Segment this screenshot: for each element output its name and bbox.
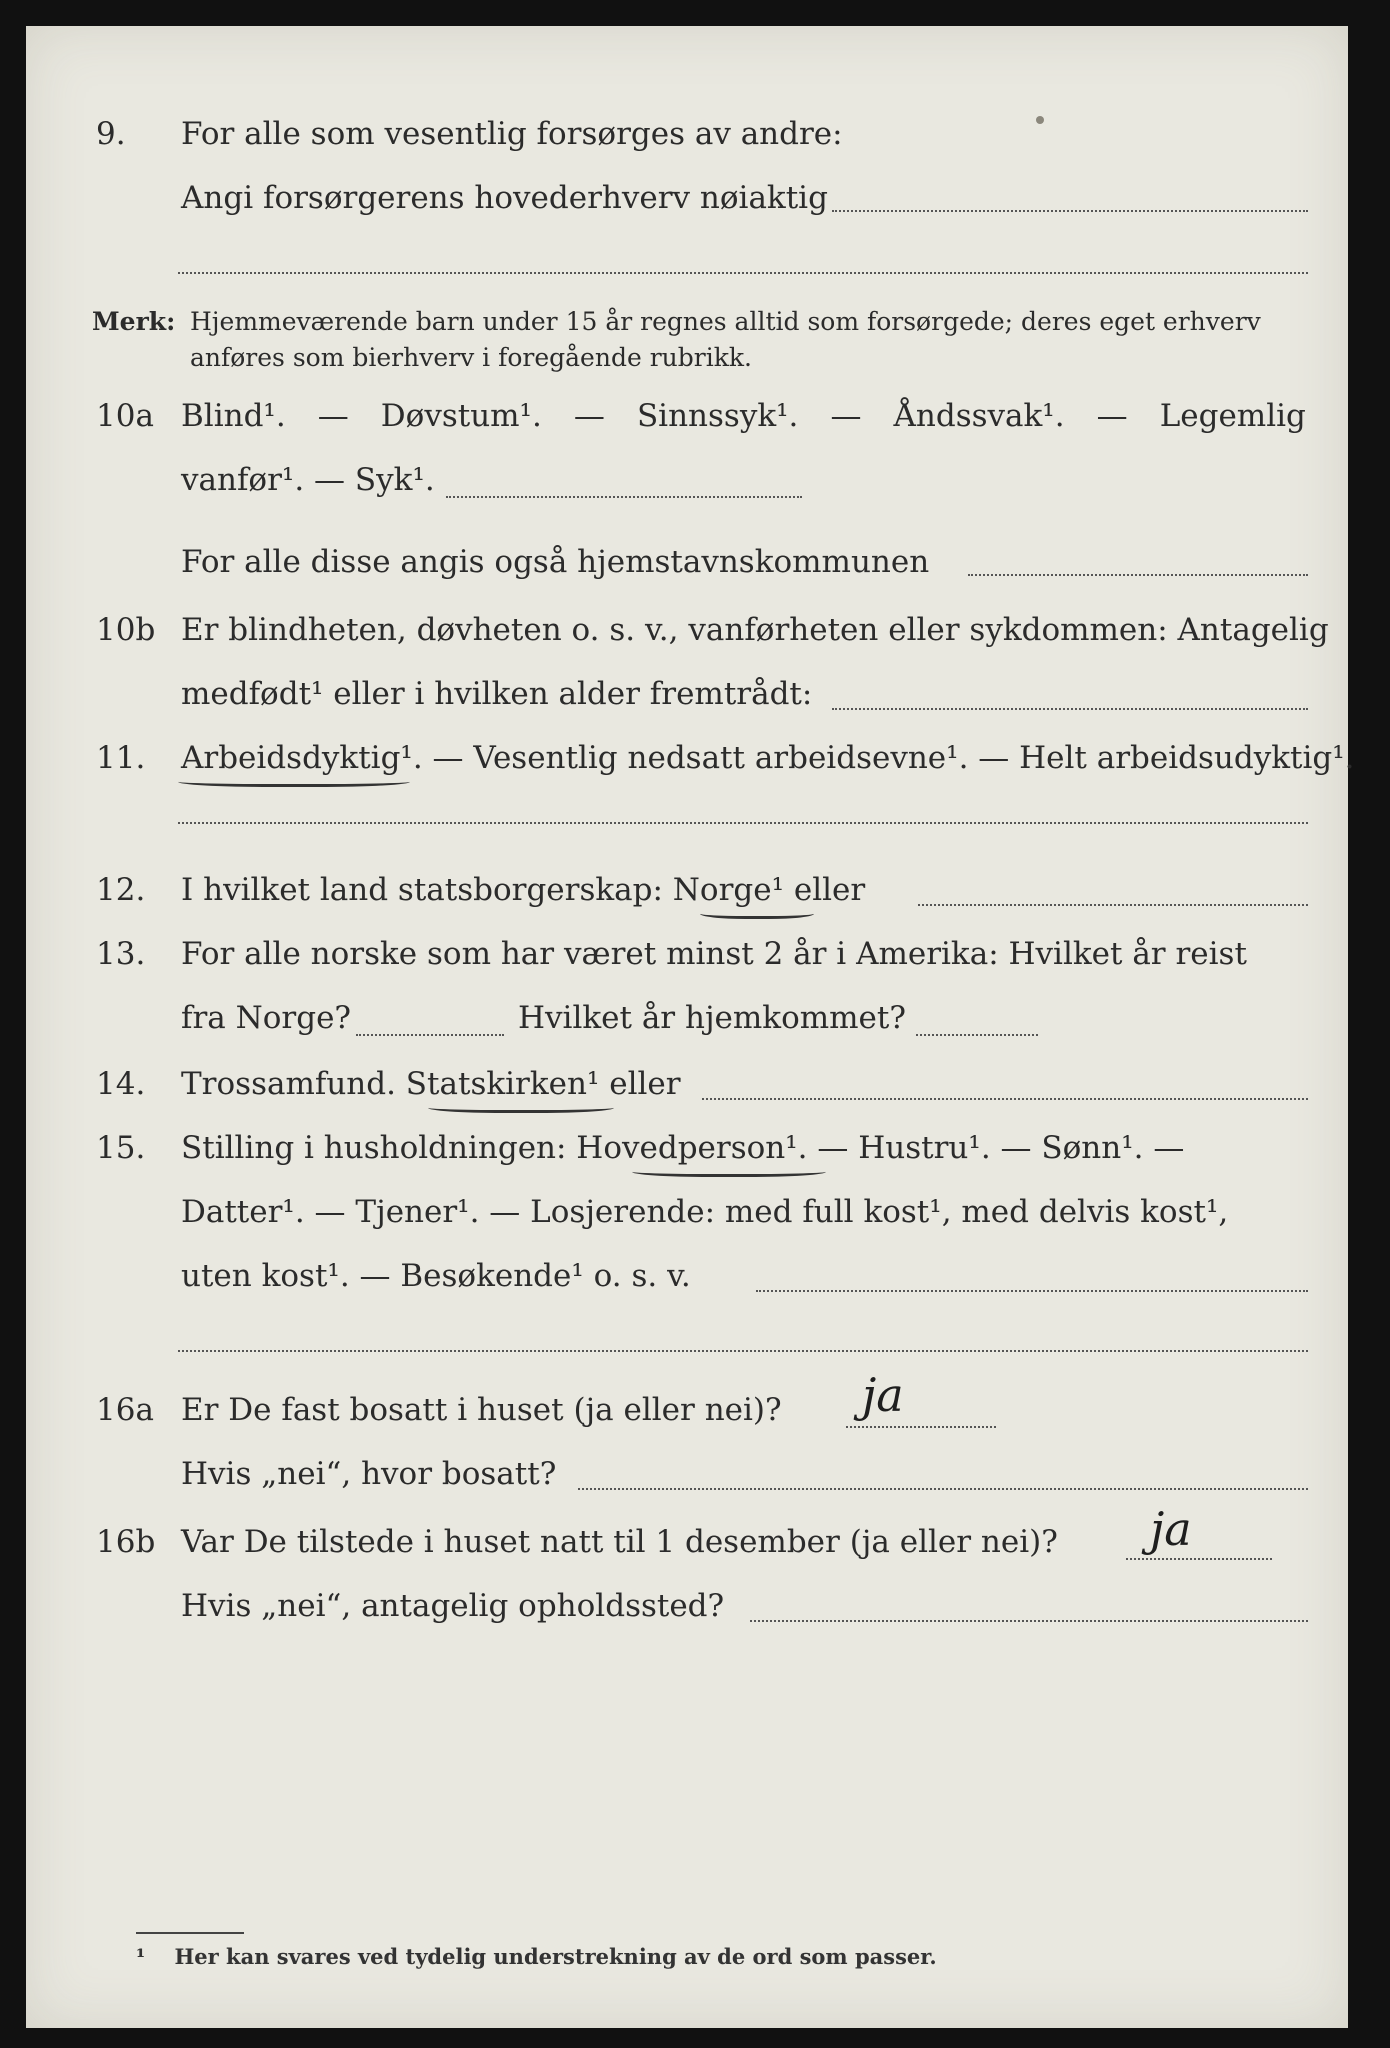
q16b-handwritten-answer[interactable]: ja [1150,1502,1192,1556]
q9-line-1 [26,102,1348,166]
census-form-page [26,26,1355,2028]
q9-answer-line-2[interactable] [178,272,1308,274]
q14-text-1: Trossamfund. Statskirken¹ eller [181,1066,681,1102]
dash: — [317,398,349,434]
q9-line-2 [26,166,1348,230]
q13-number: 13. [96,936,146,972]
q16b-text-2: Hvis „nei“, antagelig opholdssted? [181,1588,725,1624]
q16a-handwritten-answer[interactable]: ja [862,1368,904,1422]
q16a-answer-line[interactable] [846,1426,996,1428]
q13-text-2b: Hvilket år hjemkommet? [518,1000,906,1036]
q16b-answer-line[interactable] [1126,1558,1272,1560]
q16b-opholdssted-answer-line[interactable] [750,1620,1308,1622]
statskirken-underline [428,1100,614,1113]
option-andssvak[interactable]: Åndssvak¹. [893,398,1065,434]
footnote [136,1944,937,1969]
q15-text-3: uten kost¹. — Besøkende¹ o. s. v. [181,1258,691,1294]
q10a-line-3 [26,530,1348,594]
q14-line-1 [26,1052,1348,1116]
dash: — [1096,398,1128,434]
merk-label: Merk: [92,307,176,336]
q16a-number: 16a [96,1392,154,1428]
q15-number: 15. [96,1130,146,1166]
option-blind[interactable]: Blind¹. [181,398,286,434]
q15-line-2 [26,1180,1348,1244]
option-legemlig[interactable]: Legemlig [1159,398,1306,434]
q11-answer-line[interactable] [178,822,1308,824]
q13-hjemkommet-answer-line[interactable] [916,1034,1038,1036]
hovedperson-underline [632,1164,826,1177]
dash: — [830,398,862,434]
q10b-line-1 [26,598,1348,662]
q9-number: 9. [96,116,126,152]
q10a-line-2 [26,448,1348,512]
q9-answer-line[interactable] [832,210,1308,212]
q15-answer-line-2[interactable] [178,1350,1308,1352]
q15-text-2: Datter¹. — Tjener¹. — Losjerende: med full kost¹, med delvis kost¹, [181,1194,1229,1230]
q10b-answer-line[interactable] [832,708,1308,710]
footnote-divider [136,1932,244,1934]
q16b-line-2 [26,1574,1348,1638]
q9-text-1: For alle som vesentlig forsørges av andre: [181,116,843,152]
q11-number: 11. [96,740,146,776]
q10a-number: 10a [96,398,154,434]
q10b-text-2: medfødt¹ eller i hvilken alder fremtrådt: [181,676,813,712]
arbeidsdyktig-underline [178,774,410,787]
footnote-text: Her kan svares ved tydelig understrekning av de ord som passer. [174,1944,937,1969]
q10a-line-1 [26,384,1348,448]
q10b-line-2 [26,662,1348,726]
dash: — [573,398,605,434]
q16a-bosatt-answer-line[interactable] [578,1488,1308,1490]
q15-text-1: Stilling i husholdningen: Hovedperson¹. — Hustru¹. — Sønn¹. — [181,1130,1185,1166]
q15-line-3 [26,1244,1348,1308]
q10a-syk-answer-line[interactable] [446,496,802,498]
q16a-line-2 [26,1442,1348,1506]
q13-line-1 [26,922,1348,986]
q11-text-1: Arbeidsdyktig¹. — Vesentlig nedsatt arbeidsevne¹. — Helt arbeidsudyktig¹. [181,740,1355,776]
q16b-text-1: Var De tilstede i huset natt til 1 desember (ja eller nei)? [181,1524,1058,1560]
q13-text-1: For alle norske som har været minst 2 år i Amerika: Hvilket år reist [181,936,1247,972]
option-dovstum[interactable]: Døvstum¹. [380,398,542,434]
norge-underline [700,906,814,919]
q12-number: 12. [96,872,146,908]
footnote-marker: ¹ [136,1944,146,1969]
q10a-options [181,384,1306,448]
q16b-number: 16b [96,1524,156,1560]
q10b-number: 10b [96,612,156,648]
q10a-text-3: For alle disse angis også hjemstavnskommunen [181,544,930,580]
q12-line-1 [26,858,1348,922]
q12-answer-line[interactable] [918,904,1308,906]
q15-answer-line[interactable] [756,1290,1308,1292]
q10a-text-2: vanfør¹. — Syk¹. [181,462,435,498]
q10b-text-1: Er blindheten, døvheten o. s. v., vanførheten eller sykdommen: Antagelig [181,612,1329,648]
q10a-kommune-answer-line[interactable] [968,574,1308,576]
option-sinnssyk[interactable]: Sinnssyk¹. [636,398,799,434]
q14-answer-line[interactable] [702,1098,1308,1100]
q16a-text-1: Er De fast bosatt i huset (ja eller nei)? [181,1392,782,1428]
q13-text-2a: fra Norge? [181,1000,352,1036]
q14-number: 14. [96,1066,146,1102]
q12-text-1: I hvilket land statsborgerskap: Norge¹ eller [181,872,866,908]
q13-line-2 [26,986,1348,1050]
q16a-line-1 [26,1378,1348,1442]
q16a-text-2: Hvis „nei“, hvor bosatt? [181,1456,557,1492]
q9-text-2: Angi forsørgerens hovederhverv nøiaktig [181,180,828,216]
q13-reist-answer-line[interactable] [356,1034,504,1036]
merk-text: Hjemmeværende barn under 15 år regnes alltid som forsørgede; deres eget erhverv anføres som bierhverv i foregående rubrikk. [190,307,1261,372]
